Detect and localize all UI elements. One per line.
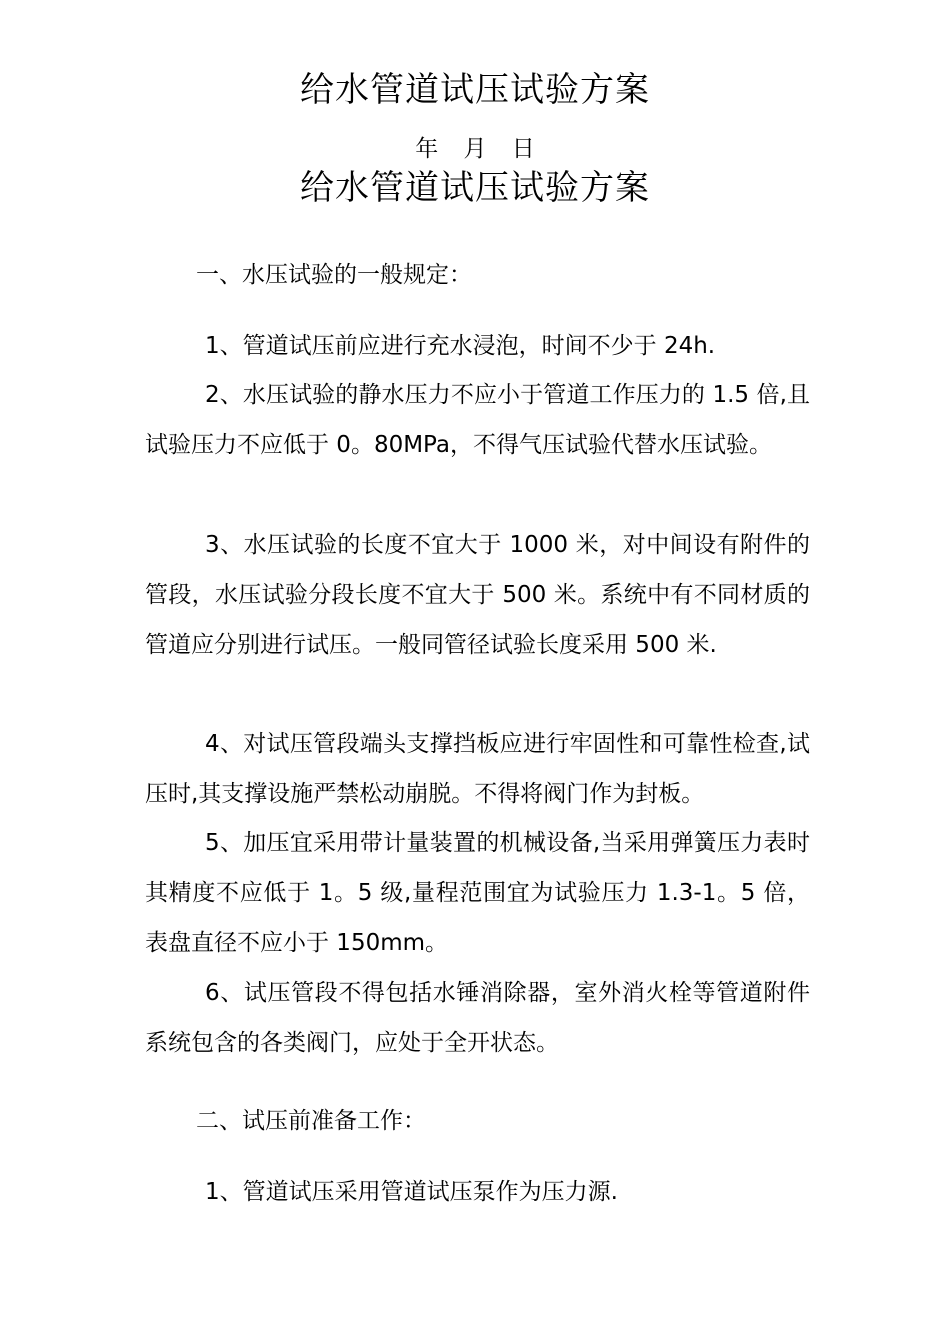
date-line: 年 月 日	[415, 136, 535, 162]
document-title-top: 给水管道试压试验方案	[300, 70, 650, 110]
section2-heading: 二、试压前准备工作：	[196, 1108, 426, 1134]
section1-item-4: 4、对试压管段端头支撑挡板应进行牢固性和可靠性检查,试压时,其支撑设施严禁松动崩脱。不得将阀门作为封板。	[145, 731, 810, 807]
section1-item-3: 3、水压试验的长度不宜大于 1000 米，对中间设有附件的管段，水压试验分段长度不宜大于 500 米。系统中有不同材质的管道应分别进行试压。一般同管径试验长度采用 500 米.	[145, 532, 810, 658]
section2-item-1: 1、管道试压采用管道试压泵作为压力源.	[205, 1179, 618, 1205]
document-title-main: 给水管道试压试验方案	[300, 168, 650, 208]
section1-item-1: 1、管道试压前应进行充水浸泡，时间不少于 24h.	[205, 333, 716, 359]
section1-heading: 一、水压试验的一般规定：	[196, 262, 472, 288]
section1-item-5: 5、加压宜采用带计量装置的机械设备,当采用弹簧压力表时 其精度不应低于 1。5 级,量程范围宜为试验压力 1.3-1。5 倍，表盘直径不应小于 150mm。	[145, 830, 810, 956]
section1-item-6: 6、试压管段不得包括水锤消除器，室外消火栓等管道附件系统包含的各类阀门，应处于全开状态。	[145, 980, 810, 1056]
section1-item-2: 2、水压试验的静水压力不应小于管道工作压力的 1.5 倍,且试验压力不应低于 0。80MPa，不得气压试验代替水压试验。	[145, 382, 810, 458]
